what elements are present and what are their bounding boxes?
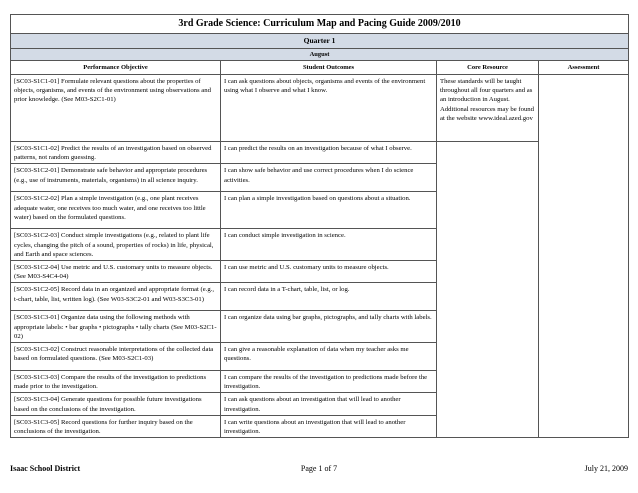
curriculum-map (10, 14, 628, 438)
document-title: 3rd Grade Science: Curriculum Map and Pacing Guide 2009/2010 (11, 15, 629, 34)
student-outcome-cell: I can ask questions about objects, organisms and events of the environment using what I observe and what I know. (221, 75, 437, 142)
performance-objective-cell: [SC03-S1C1-02] Predict the results of an investigation based on observed patterns, not random guessing. (11, 142, 221, 164)
student-outcome-cell: I can conduct simple investigation in science. (221, 229, 437, 261)
footer-date: July 21, 2009 (584, 464, 628, 473)
header-performance-objective: Performance Objective (11, 61, 221, 75)
header-assessment: Assessment (539, 61, 629, 75)
performance-objective-cell: [SC03-S1C3-05] Record questions for further inquiry based on the conclusions of the investigation. (11, 415, 221, 437)
student-outcome-cell: I can organize data using bar graphs, pictographs, and tally charts with labels. (221, 311, 437, 343)
quarter-label: Quarter 1 (11, 34, 629, 49)
footer-district: Isaac School District (10, 464, 81, 473)
student-outcome-cell: I can give a reasonable explanation of data when my teacher asks me questions. (221, 343, 437, 371)
student-outcome-cell: I can compare the results of the investigation to predictions made before the investigation. (221, 371, 437, 393)
assessment-cell (539, 75, 629, 438)
performance-objective-cell: [SC03-S1C2-01] Demonstrate safe behavior and appropriate procedures (e.g., use of instruments, materials, organisms) in all science inquiry. (11, 164, 221, 192)
footer-page-number: Page 1 of 7 (300, 464, 338, 473)
student-outcome-cell: I can show safe behavior and use correct procedures when I do science activities. (221, 164, 437, 192)
table-row (11, 75, 629, 142)
core-resource-empty-cell (437, 142, 539, 438)
performance-objective-cell: [SC03-S1C1-01] Formulate relevant questions about the properties of objects, organisms, and events of the environment using observations and prior knowledge. (See M03-S2C1-01) (11, 75, 221, 142)
performance-objective-cell: [SC03-S1C2-03] Conduct simple investigations (e.g., related to plant life cycles, changing the pitch of a sound, properties of rocks) in life, physical, and Earth and space sciences. (11, 229, 221, 261)
table-row (11, 142, 629, 164)
performance-objective-cell: [SC03-S1C3-04] Generate questions for possible future investigations based on the conclusions of the investigation. (11, 393, 221, 415)
table-header-row (11, 61, 629, 75)
month-label: August (11, 49, 629, 61)
student-outcome-cell: I can use metric and U.S. customary units to measure objects. (221, 261, 437, 283)
performance-objective-cell: [SC03-S1C3-01] Organize data using the following methods with appropriate labels: • bar graphs • pictographs • tally charts (See M03-S2C1-02) (11, 311, 221, 343)
header-student-outcomes: Student Outcomes (221, 61, 437, 75)
student-outcome-cell: I can plan a simple investigation based on questions about a situation. (221, 192, 437, 229)
curriculum-table (10, 14, 629, 438)
student-outcome-cell: I can ask questions about an investigation that will lead to another investigation. (221, 393, 437, 415)
header-core-resource: Core Resource (437, 61, 539, 75)
page-footer (10, 464, 628, 476)
student-outcome-cell: I can record data in a T-chart, table, list, or log. (221, 283, 437, 311)
performance-objective-cell: [SC03-S1C3-03] Compare the results of the investigation to predictions made prior to the investigation. (11, 371, 221, 393)
performance-objective-cell: [SC03-S1C2-04] Use metric and U.S. customary units to measure objects. (See M03-S4C4-04) (11, 261, 221, 283)
performance-objective-cell: [SC03-S1C3-02] Construct reasonable interpretations of the collected data based on formulated questions. (See M03-S2C1-03) (11, 343, 221, 371)
core-resource-cell: These standards will be taught throughout all four quarters and as an introduction in August. Additional resources may be found at the website www.ideal.azed.gov (437, 75, 539, 142)
student-outcome-cell: I can predict the results on an investigation because of what I observe. (221, 142, 437, 164)
performance-objective-cell: [SC03-S1C2-05] Record data in an organized and appropriate format (e.g., t-chart, table, list, written log). (See W03-S3C2-01 and W03-S3C3-01) (11, 283, 221, 311)
student-outcome-cell: I can write questions about an investigation that will lead to another investigation. (221, 415, 437, 437)
performance-objective-cell: [SC03-S1C2-02] Plan a simple investigation (e.g., one plant receives adequate water, one receives too much water, and one receives too little water) based on the formulated questions. (11, 192, 221, 229)
